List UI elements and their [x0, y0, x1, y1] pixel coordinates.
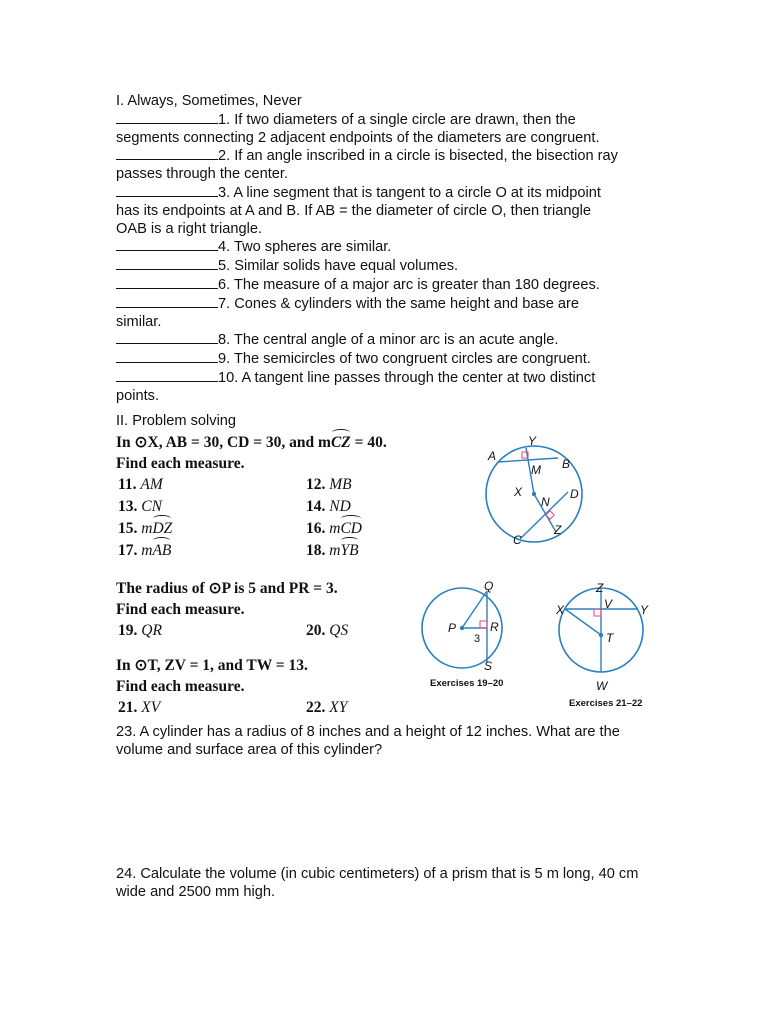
problem-group-2: [116, 578, 416, 642]
exercise-22: [306, 697, 347, 718]
label-z: Z: [554, 523, 562, 537]
exercise-17-number: 17.: [118, 542, 138, 559]
right-angle-mark-r: [480, 621, 487, 628]
group-1-find: Find each measure.: [116, 455, 245, 472]
answer-blank-10[interactable]: [116, 369, 218, 382]
exercise-20: [306, 620, 348, 641]
question-3-continued-b: OAB is a right triangle.: [116, 220, 263, 237]
label-y: Y: [640, 603, 649, 617]
exercise-21-term: XV: [141, 699, 161, 716]
answer-blank-7[interactable]: [116, 295, 218, 308]
label-n: N: [541, 495, 550, 509]
exercise-11-term: AM: [140, 476, 163, 493]
question-2-line: [116, 147, 656, 166]
label-b: B: [562, 457, 571, 471]
question-8-line: [116, 331, 656, 350]
question-10-continued: points.: [116, 387, 159, 404]
exercise-16-m: m: [329, 520, 341, 537]
exercise-14-term: ND: [329, 498, 351, 515]
question-5-text: 5. Similar solids have equal volumes.: [218, 258, 459, 275]
question-6-line: [116, 276, 656, 295]
right-angle-mark-v: [594, 609, 601, 616]
answer-blank-6[interactable]: [116, 276, 218, 289]
center-point-t: [599, 633, 603, 637]
center-point-x: [532, 492, 536, 496]
question-2-continued: passes through the center.: [116, 166, 288, 183]
exercise-18-m: m: [329, 542, 341, 559]
question-7-text: 7. Cones & cylinders with the same height and base are: [218, 295, 579, 312]
exercise-19-number: 19.: [118, 622, 138, 639]
question-9-text: 9. The semicircles of two congruent circles are congruent.: [218, 351, 591, 368]
answer-blank-9[interactable]: [116, 350, 218, 363]
exercise-15: [118, 518, 172, 539]
part-one-title: I. Always, Sometimes, Never: [116, 93, 302, 109]
exercise-row-19-20: [116, 620, 416, 642]
exercise-18-number: 18.: [306, 542, 326, 559]
question-6-text: 6. The measure of a major arc is greater than 180 degrees.: [218, 276, 600, 293]
exercise-21: [118, 697, 160, 718]
exercise-16-term: CD: [340, 520, 362, 537]
exercise-17-m: m: [141, 542, 153, 559]
label-a: A: [488, 449, 497, 463]
exercise-14: [306, 496, 351, 517]
label-v: V: [604, 597, 613, 611]
question-10-line: [116, 369, 656, 388]
question-1-line: [116, 111, 656, 130]
part-one-section: [116, 93, 656, 406]
question-2-text: 2. If an angle inscribed in a circle is bisected, the bisection ray: [218, 148, 618, 165]
exercise-13-term: CN: [141, 498, 162, 515]
question-1-text: 1. If two diameters of a single circle are drawn, then the: [218, 111, 576, 128]
exercise-12-term: MB: [329, 476, 352, 493]
answer-blank-8[interactable]: [116, 331, 218, 344]
question-7-continued: similar.: [116, 313, 162, 330]
group-1-intro-text: In ⊙X, AB = 30, CD = 30, and m: [116, 434, 331, 451]
label-t: T: [606, 631, 614, 645]
question-5-line: [116, 257, 656, 276]
circle-x-figure: [476, 432, 606, 552]
circle-p-figure: [418, 578, 528, 690]
answer-blank-2[interactable]: [116, 147, 218, 160]
figure-2-caption: Exercises 19–20: [430, 678, 504, 689]
question-4-line: [116, 238, 656, 257]
answer-blank-5[interactable]: [116, 257, 218, 270]
group-2-find: Find each measure.: [116, 601, 245, 618]
exercise-14-number: 14.: [306, 498, 326, 515]
question-8-text: 8. The central angle of a minor arc is an acute angle.: [218, 332, 559, 349]
exercise-20-term: QS: [329, 622, 349, 639]
exercise-11: [118, 474, 163, 495]
exercise-12: [306, 474, 352, 495]
question-24: 24. Calculate the volume (in cubic centimeters) of a prism that is 5 m long, 40 cm wide and 2500 mm high.: [116, 866, 639, 900]
exercise-18-term: YB: [340, 542, 359, 559]
label-three: 3: [474, 633, 481, 645]
exercise-11-number: 11.: [118, 476, 137, 493]
center-point-p: [460, 626, 464, 630]
group-1-intro-end: = 40.: [350, 434, 387, 451]
label-x: X: [514, 485, 523, 499]
answer-blank-1[interactable]: [116, 111, 218, 124]
label-y: Y: [528, 434, 537, 448]
exercise-15-m: m: [141, 520, 153, 537]
group-3-intro: In ⊙T, ZV = 1, and TW = 13.: [116, 657, 308, 674]
exercise-16-number: 16.: [306, 520, 326, 537]
exercise-21-number: 21.: [118, 699, 138, 716]
group-1-intro-arc: CZ: [330, 434, 351, 451]
answer-blank-3[interactable]: [116, 184, 218, 197]
question-10-text: 10. A tangent line passes through the center at two distinct: [218, 369, 596, 386]
question-3-text: 3. A line segment that is tangent to a circle O at its midpoint: [218, 184, 601, 201]
exercise-17: [118, 540, 171, 561]
exercise-17-term: AB: [152, 542, 172, 559]
label-r: R: [490, 620, 499, 634]
radius-tx: [565, 609, 601, 635]
answer-blank-4[interactable]: [116, 238, 218, 251]
label-q: Q: [484, 579, 494, 593]
label-w: W: [596, 679, 608, 693]
label-s: S: [484, 659, 493, 673]
question-3-line: [116, 184, 656, 203]
question-1-continued: segments connecting 2 adjacent endpoints of the diameters are congruent.: [116, 129, 600, 146]
group-3-find: Find each measure.: [116, 678, 245, 695]
label-p: P: [448, 621, 457, 635]
problem-group-3: [116, 655, 416, 719]
exercise-19: [118, 620, 162, 641]
label-c: C: [513, 533, 522, 547]
question-3-continued-a: has its endpoints at A and B. If AB = the diameter of circle O, then triangle: [116, 202, 591, 219]
question-9-line: [116, 350, 656, 369]
label-d: D: [570, 487, 579, 501]
exercise-15-term: DZ: [152, 520, 173, 537]
circle-t-figure: [552, 578, 657, 710]
question-7-line: [116, 295, 656, 314]
group-2-intro: The radius of ⊙P is 5 and PR = 3.: [116, 580, 338, 597]
question-23: 23. A cylinder has a radius of 8 inches and a height of 12 inches. What are the volume and surface area of this cylinder?: [116, 724, 620, 758]
exercise-13: [118, 496, 162, 517]
exercise-13-number: 13.: [118, 498, 138, 515]
exercise-22-number: 22.: [306, 699, 326, 716]
exercise-18: [306, 540, 359, 561]
exercise-row-21-22: [116, 697, 416, 719]
label-x: X: [556, 603, 565, 617]
label-m: M: [531, 463, 541, 477]
exercise-16: [306, 518, 362, 539]
exercise-12-number: 12.: [306, 476, 326, 493]
exercise-19-term: QR: [141, 622, 162, 639]
figure-3-caption: Exercises 21–22: [569, 698, 643, 709]
exercise-15-number: 15.: [118, 520, 138, 537]
question-4-text: 4. Two spheres are similar.: [218, 239, 392, 256]
exercise-22-term: XY: [329, 699, 348, 716]
segment-pq: [462, 591, 487, 628]
exercise-20-number: 20.: [306, 622, 326, 639]
part-two-title: II. Problem solving: [116, 413, 237, 429]
label-z: Z: [596, 581, 604, 595]
